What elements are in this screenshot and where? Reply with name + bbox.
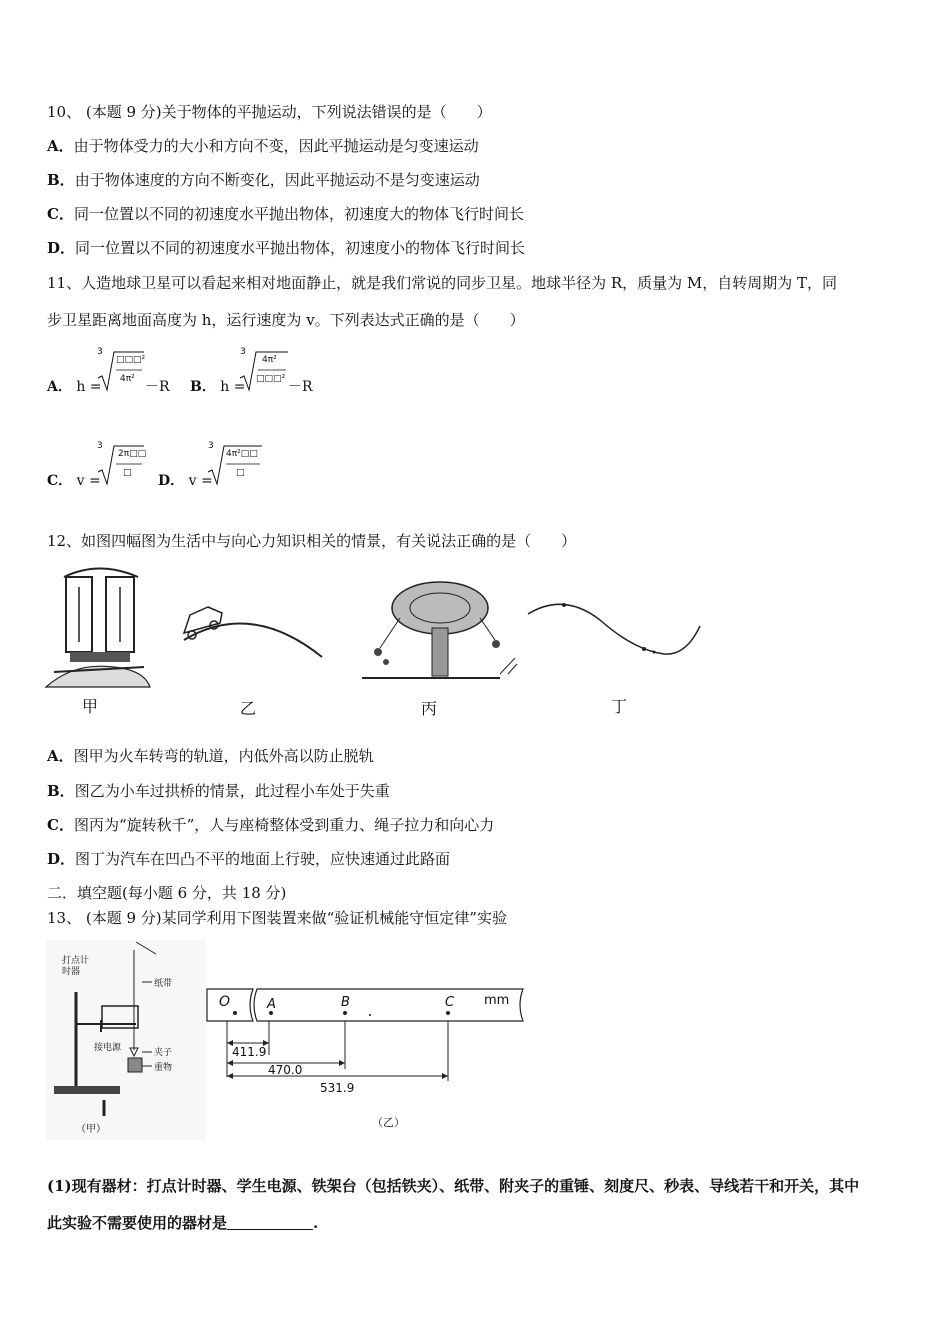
- label-timer: 打点计时器: [62, 956, 90, 977]
- numerator-b: 4π²: [262, 355, 277, 365]
- root-index-b: 3: [240, 347, 246, 357]
- option-text: 图丁为汽车在凹凸不平的地面上行驶，应快速通过此路面: [75, 850, 451, 868]
- root-index-a: 3: [97, 347, 103, 357]
- caption-ding: 丁: [611, 697, 628, 716]
- option-text: 同一位置以不同的初速度水平抛出物体，初速度大的物体飞行时间长: [73, 205, 524, 223]
- tape-unit: mm: [484, 993, 510, 1008]
- tape-point-b: B: [341, 995, 350, 1010]
- option-label: C．: [47, 816, 74, 834]
- root-index-c: 3: [97, 441, 103, 451]
- tape-point-a: A: [267, 997, 276, 1012]
- formula-lhs: v =: [188, 473, 213, 489]
- option-label: A．: [47, 747, 74, 765]
- sub1-text: 此实验不需要使用的器材是: [47, 1214, 228, 1232]
- caption-tape: （乙）: [372, 1116, 405, 1129]
- tape-point-c: C: [445, 995, 455, 1010]
- answer-blank[interactable]: [227, 1213, 313, 1230]
- figure-arch-bridge: [176, 585, 326, 660]
- q10-option-c: [47, 204, 524, 224]
- tape-dist-c: 531.9: [320, 1081, 355, 1095]
- root-index-d: 3: [208, 441, 214, 451]
- option-label: A．: [47, 379, 72, 395]
- tape-dist-a: 411.9: [232, 1045, 267, 1059]
- q13-sub1-line1: (1)现有器材：打点计时器、学生电源、铁架台（包括铁夹）、纸带、附夹子的重锤、刻度尺、秒表、导线若干和开关，其中: [47, 1177, 860, 1195]
- option-label: B．: [47, 782, 75, 800]
- q11-option-a: [47, 376, 102, 396]
- q10-option-d: [47, 238, 525, 258]
- q11-stem-line2: 步卫星距离地面高度为 h，运行速度为 v。下列表达式正确的是（ ）: [47, 311, 525, 329]
- formula-lhs: h =: [220, 379, 246, 395]
- label-clip: 夹子: [154, 1048, 173, 1058]
- option-text: 图乙为小车过拱桥的情景，此过程小车处于失重: [74, 782, 390, 800]
- q10-option-a: [47, 136, 479, 156]
- section-title: 二．填空题(每小题 6 分，共 18 分): [47, 884, 287, 902]
- q13-sub1-line2: [47, 1213, 318, 1233]
- caption-jia: 甲: [82, 697, 99, 716]
- denominator-d: □: [236, 468, 245, 478]
- option-text: 同一位置以不同的初速度水平抛出物体，初速度小的物体飞行时间长: [75, 239, 526, 257]
- q12-option-d: [47, 849, 450, 869]
- tape-point-o: O: [219, 994, 231, 1010]
- label-power: 接电源: [94, 1043, 122, 1053]
- q11-option-d: [158, 470, 213, 490]
- caption-apparatus: （甲）: [76, 1124, 106, 1135]
- option-label: D．: [158, 473, 185, 489]
- tape-dist-b: 470.0: [268, 1063, 303, 1077]
- label-tape: 纸带: [154, 979, 173, 989]
- formula-tail-b: －R: [288, 379, 313, 395]
- option-text: 图丙为“旋转秋千”，人与座椅整体受到重力、绳子拉力和向心力: [73, 816, 495, 834]
- formula-tail-a: －R: [145, 379, 170, 395]
- figure-train-track: [44, 562, 154, 692]
- denominator-b: □□□²: [256, 374, 286, 384]
- option-text: 由于物体速度的方向不断变化，因此平抛运动不是匀变速运动: [74, 171, 480, 189]
- caption-yi: 乙: [240, 699, 257, 718]
- label-weight: 重物: [154, 1063, 173, 1073]
- q11-option-c: [47, 470, 101, 490]
- option-label: B．: [47, 171, 75, 189]
- numerator-a: □□□²: [116, 355, 146, 365]
- caption-bing: 丙: [421, 699, 438, 718]
- q10-stem: 10、 (本题 9 分)关于物体的平抛运动，下列说法错误的是（ ）: [47, 103, 492, 121]
- option-text: 图甲为火车转弯的轨道，内低外高以防止脱轨: [73, 747, 374, 765]
- option-label: D．: [47, 850, 76, 868]
- figure-bumpy-road: [524, 598, 704, 662]
- numerator-c: 2π□□: [118, 449, 147, 459]
- numerator-d: 4π²□□: [226, 449, 258, 459]
- option-label: C．: [47, 473, 73, 489]
- formula-lhs: v =: [76, 473, 101, 489]
- option-label: B．: [190, 379, 216, 395]
- option-label: A．: [47, 137, 74, 155]
- sub1-period: .: [313, 1214, 319, 1232]
- option-label: D．: [47, 239, 76, 257]
- denominator-a: 4π²: [120, 374, 135, 384]
- formula-lhs: h =: [76, 379, 102, 395]
- option-label: C．: [47, 205, 74, 223]
- q12-option-a: [47, 746, 374, 766]
- q12-option-b: [47, 781, 390, 801]
- figure-rotating-swing: [360, 578, 520, 688]
- q10-option-b: [47, 170, 480, 190]
- option-text: 由于物体受力的大小和方向不变，因此平抛运动是匀变速运动: [73, 137, 479, 155]
- denominator-c: □: [123, 468, 132, 478]
- q12-stem: 12、如图四幅图为生活中与向心力知识相关的情景，有关说法正确的是（ ）: [47, 532, 577, 550]
- q12-option-c: [47, 815, 494, 835]
- q11-stem-line1: 11、人造地球卫星可以看起来相对地面静止，就是我们常说的同步卫星。地球半径为 R，质量为 M，自转周期为 T，同: [47, 274, 838, 292]
- q13-stem: 13、 (本题 9 分)某同学利用下图装置来做“验证机械能守恒定律”实验: [47, 909, 507, 927]
